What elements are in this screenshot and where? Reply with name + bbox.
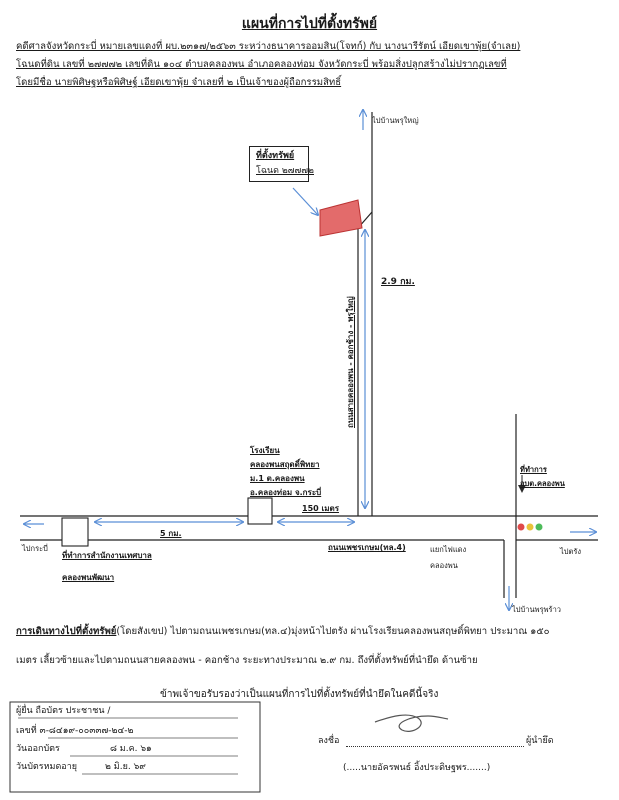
school-label-2: คลองพนสถุดดิ์พิทยา [250,460,320,469]
certification-text: ข้าพเจ้าขอรับรองว่าเป็นแผนที่การไปที่ตั้งทรัพย์ที่นำยึดในคดีนี้จริง [160,689,439,700]
applicant-expiry-label: วันบัตรหมดอายุ [16,762,78,772]
page-title: แผนที่การไปที่ตั้งทรัพย์ [241,16,378,32]
municipal-office-label-2: คลองพนพัฒนา [62,573,115,582]
distance-west-label: 5 กม. [160,529,182,538]
school-building [248,498,272,524]
traffic-light-red [518,524,525,531]
case-header-line-2: โฉนดที่ดิน เลขที่ ๒๗๗๗๒ เลขที่ดิน ๑๐๔ ตำบลคลองพน อำเภอคลองท่อม จังหวัดกระบี่ พร้อมสิ่งปลูกสร้างไม่ปรากฏเลขที่ [16,59,507,70]
property-label: ที่ตั้งทรัพย์ [256,151,295,161]
district-office-label-1: ที่ทำการ [520,465,547,474]
applicant-issue-value: ๘ ม.ค. ๖๑ [110,744,152,754]
applicant-issue-label: วันออกบัตร [16,744,60,754]
north-destination-label: ไปบ้านพรุใหญ่ [372,116,419,125]
route-line-1 [16,627,549,637]
school-label-4: อ.คลองท่อม จ.กระบี่ [250,488,322,497]
south-destination-label: ไปบ้านพรุพร้าว [512,605,561,614]
school-label-3: ม.1 ต.คลองพน [250,474,305,483]
signature-scribble [375,715,448,731]
signature-label: ลงชื่อ [318,736,340,746]
distance-school-label: 150 เมตร [302,504,339,513]
property-label-box [249,146,314,182]
property-deed: โฉนด ๒๗๗๗๒ [256,166,314,176]
signer-name: (.....นายอัครพนธ์ อิ้งประดิษฐพร.......) [343,763,491,773]
applicant-expiry-value: ๒ มิ.ย. ๖๙ [105,762,146,772]
signature-line [346,746,524,747]
school-label-1: โรงเรียน [250,446,280,455]
signature-role: ผู้นำยึด [526,736,554,746]
case-header-line-3: โดยมีชื่อ นายพิศิษฐหรือพิศิษฐ์ เอียดเขาพุ้ย จำเลยที่ ๒ เป็นเจ้าของผู้ถือกรรมสิทธิ์ [16,77,342,88]
municipal-office-building [62,518,88,546]
traffic-light-label-2: คลองพน [430,561,458,570]
traffic-light-green [536,524,543,531]
applicant-line-1: ผู้ยื่น ถือบัตร ประชาชน / [16,706,111,716]
applicant-line-2: เลขที่ ๓-๘๔๑๙-๐๐๓๓๗-๒๔-๒ [16,726,134,736]
property-parcel [320,200,362,236]
property-pointer-arrow [293,188,318,215]
side-road-label: ถนนสายคลองพน - คอกช้าง - พรุใหญ่ [346,296,355,428]
traffic-light-yellow [527,524,534,531]
traffic-light-label-1: แยกไฟแดง [430,545,467,554]
route-heading: การเดินทางไปที่ตั้งทรัพย์ [16,626,117,637]
municipal-office-label-1: ที่ทำการสำนักงานเทศบาล [62,551,152,560]
route-line-2: เมตร เลี้ยวซ้ายและไปตามถนนสายคลองพน - คอกช้าง ระยะทางประมาณ ๒.๙ กม. ถึงที่ตั้งทรัพย์ที่นำยึด ด้านซ้าย [16,655,478,666]
case-header-line-1: คดีศาลจังหวัดกระบี่ หมายเลขแดงที่ ผบ.๒๓๑๗/๒๕๖๓ ระหว่างธนาคารออมสิน(โจทก์) กับ นางนารีรัตน์ เอียดเขาพุ้ย(จำเลย) [16,41,521,52]
district-office-label-2: อบต.คลองพน [520,479,565,488]
main-road-label: ถนนเพชรเกษม(ทล.4) [328,543,406,552]
to-krabi-label: ไปกระบี่ [22,544,48,553]
distance-north-label: 2.9 กม. [381,277,415,287]
route-line-1-text: (โดยสังเขป) ไปตามถนนเพชรเกษม(ทล.๔)มุ่งหน้าไปตรัง ผ่านโรงเรียนคลองพนสฤษดิ์พิทยา ประมาณ ๑๕๐ [116,626,550,637]
to-trang-label: ไปตรัง [560,547,582,556]
